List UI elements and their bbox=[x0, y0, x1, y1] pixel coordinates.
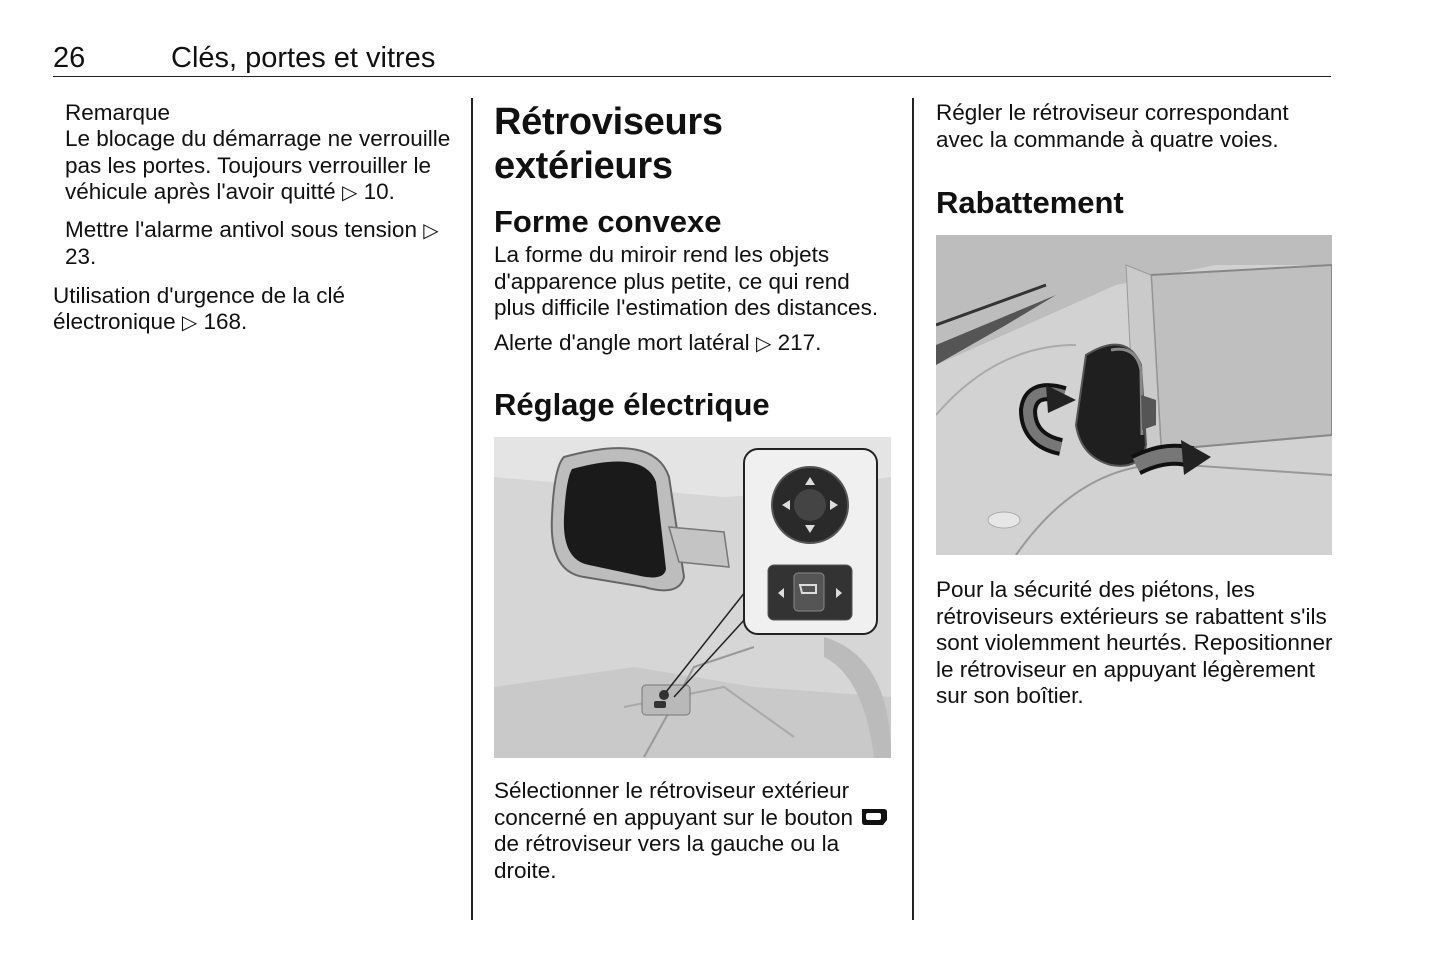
note-title: Remarque bbox=[65, 100, 171, 125]
page-ref-arrow-icon: ▷ bbox=[423, 219, 439, 242]
column-middle bbox=[494, 98, 894, 884]
column-right bbox=[936, 98, 1336, 710]
mirror-fold-illustration bbox=[936, 235, 1332, 555]
body-paragraph bbox=[494, 778, 894, 884]
page-header bbox=[53, 40, 1331, 77]
page-ref-arrow-icon: ▷ bbox=[755, 332, 772, 355]
body-text: de rétroviseur vers la gauche ou la droite. bbox=[494, 831, 840, 883]
body-text: Régler le rétroviseur correspondant avec la commande à quatre voies. bbox=[936, 100, 1289, 152]
body-text: La forme du miroir rend les objets d'apparence plus petite, ce qui rend plus difficile l'estimation des distances. bbox=[494, 242, 879, 320]
section-title: Rétroviseurs extérieurs bbox=[494, 101, 723, 187]
body-paragraph bbox=[53, 283, 453, 337]
page-ref[interactable]: 217. bbox=[777, 329, 822, 355]
subsection-title: Rabattement bbox=[936, 185, 1124, 220]
body-text: Alerte d'angle mort latéral bbox=[494, 329, 750, 355]
page-ref[interactable]: 23. bbox=[65, 244, 97, 269]
page-ref-arrow-icon: ▷ bbox=[341, 182, 358, 204]
page-ref[interactable]: 168. bbox=[203, 309, 248, 334]
note-text: Mettre l'alarme antivol sous tension bbox=[65, 216, 417, 242]
note-box bbox=[53, 100, 453, 271]
page-number: 26 bbox=[53, 42, 86, 74]
mirror-adjust-illustration bbox=[494, 437, 891, 758]
body-paragraph bbox=[494, 330, 894, 358]
subsection-title: Forme convexe bbox=[494, 204, 722, 239]
chapter-title: Clés, portes et vitres bbox=[171, 42, 436, 74]
mirror-select-button-icon bbox=[859, 806, 889, 828]
page-ref-arrow-icon: ▷ bbox=[181, 312, 198, 334]
body-text: Utilisation d'urgence de la clé électronique bbox=[53, 282, 345, 334]
subsection-title: Réglage électrique bbox=[494, 387, 770, 422]
column-left bbox=[53, 98, 453, 337]
body-text: Pour la sécurité des piétons, les rétroviseurs extérieurs se rabattent s'ils sont violemment heurtés. Repositionner le rétroviseur en appuyant légèrement sur son boîtier. bbox=[936, 577, 1333, 708]
column-divider bbox=[471, 98, 473, 920]
page-ref[interactable]: 10. bbox=[363, 179, 395, 204]
body-text: Sélectionner le rétroviseur extérieur concerné en appuyant sur le bouton bbox=[494, 778, 854, 830]
column-divider bbox=[912, 98, 914, 920]
note-paragraph bbox=[65, 217, 453, 271]
note-text: Le blocage du démarrage ne verrouille pas les portes. Toujours verrouiller le véhicule après l'avoir quitté bbox=[65, 126, 451, 204]
note-paragraph bbox=[65, 126, 453, 207]
